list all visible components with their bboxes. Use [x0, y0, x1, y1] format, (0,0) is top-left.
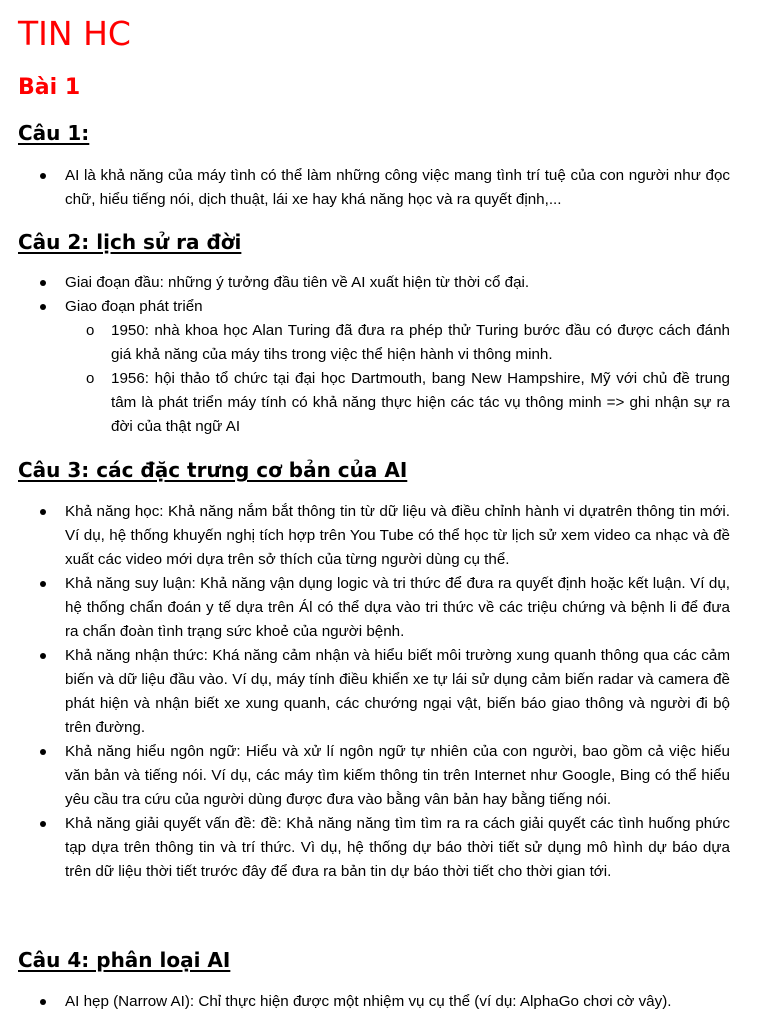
list-item: [0, 295, 768, 319]
sub-bullet-icon: o: [86, 370, 95, 387]
list-item: [0, 990, 768, 1014]
section-4-list: [0, 990, 768, 1014]
list-item: [0, 812, 768, 884]
section-3-list: [0, 500, 768, 884]
document-title: TIN HC: [18, 14, 131, 53]
section-heading-cau-2: Câu 2: lịch sử ra đời: [18, 230, 242, 254]
section-heading-cau-3: Câu 3: các đặc trưng cơ bản của AI: [18, 458, 408, 482]
sub-list-item-text: 1956: hội thảo tổ chức tại đại học Dartmouth, bang New Hampshire, Mỹ với chủ đề trung tâm là phát triển máy tính có khả năng thực hiện các tác vụ thông minh => ghi nhận sự ra đời của thật ngữ AI: [111, 370, 730, 435]
list-item-text: AI là khả năng của máy tình có thể làm những công việc mang tình trí tuệ của con người như đọc chữ, hiểu tiếng nói, dịch thuật, lái xe hay khá năng học và ra quyết định,...: [65, 167, 730, 208]
list-item: [0, 644, 768, 740]
list-item-text: Giai đoạn đầu: những ý tưởng đầu tiên về AI xuất hiện từ thời cổ đại.: [65, 274, 530, 291]
list-item-text: Khả năng học: Khả năng nắm bắt thông tin từ dữ liệu và điều chỉnh hành vi dựatrên thông tin mới. Ví dụ, hệ thống khuyến nghị tích hợp trên You Tube có thể học từ lịch sử xem video ca nhạc và đề xuất các video mới dựa trên sở thích của từng người dùng cụ thể.: [65, 503, 730, 568]
sub-bullet-icon: o: [86, 322, 95, 339]
list-item-text: Giao đoạn phát triển: [65, 298, 203, 315]
list-item: [0, 740, 768, 812]
section-2-list: [0, 271, 768, 439]
section-heading-cau-1: Câu 1:: [18, 121, 90, 145]
list-item-text: Khả năng nhận thức: Khá năng cảm nhận và hiểu biết môi trường xung quanh thông qua các cảm biến và dữ liệu đầu vào. Ví dụ, máy tính điều khiển xe tự lái sử dụng cảm biến radar và camera đề phát hiện và nhận biết xe xung quanh, các chướng ngại vật, biến báo giao thông và người đi bộ trên đường.: [65, 647, 730, 736]
section-heading-cau-4: Câu 4: phân loại AI: [18, 948, 231, 972]
list-item: [0, 164, 768, 212]
lesson-title: Bài 1: [18, 75, 81, 100]
section-1-list: [0, 164, 768, 212]
list-item: [0, 500, 768, 572]
list-item-text: Khả năng hiểu ngôn ngữ: Hiểu và xử lí ngôn ngữ tự nhiên của con người, bao gồm cả việc hiếu văn bản và tiếng nói. Ví dụ, các máy tìm kiếm thông tin trên Internet như Google, Bing có thể hiểu yêu cầu tra cứu của người dùng được đưa vào bằng vân bản hay bằng tiếng nói.: [65, 743, 730, 808]
sub-list-item: [0, 319, 768, 367]
sub-list-item: [0, 367, 768, 439]
list-item: [0, 572, 768, 644]
list-item: [0, 271, 768, 295]
list-item-text: Khả năng suy luận: Khả năng vận dụng logic và tri thức để đưa ra quyết định hoặc kết luận. Ví dụ, hệ thống chẩn đoán y tế dựa trên Ál có thể dựa vào tri thức về các triệu chứng và bệnh li để đưa ra chẩn đoàn tình trạng sức khoẻ của người bệnh.: [65, 575, 730, 640]
list-item-text: Khả năng giải quyết vấn đề: đề: Khả năng năng tìm tìm ra ra cách giải quyết các tình huống phức tạp dựa trên thông tin và trí thức. Vì dụ, hệ thống dự báo thời tiết sử dụng mô hình dự báo dựa trên dữ liệu thời tiết trước đây để đưa ra bản tin dự báo thời tiết cho thời gian tới.: [65, 815, 730, 880]
sub-list-item-text: 1950: nhà khoa học Alan Turing đã đưa ra phép thử Turing bước đầu có được cách đánh giá khả năng của máy tihs trong việc thể hiện hành vi thông minh.: [111, 322, 730, 363]
list-item-text: AI hẹp (Narrow AI): Chỉ thực hiện được một nhiệm vụ cụ thể (ví dụ: AlphaGo chơi cờ vây).: [65, 993, 672, 1010]
